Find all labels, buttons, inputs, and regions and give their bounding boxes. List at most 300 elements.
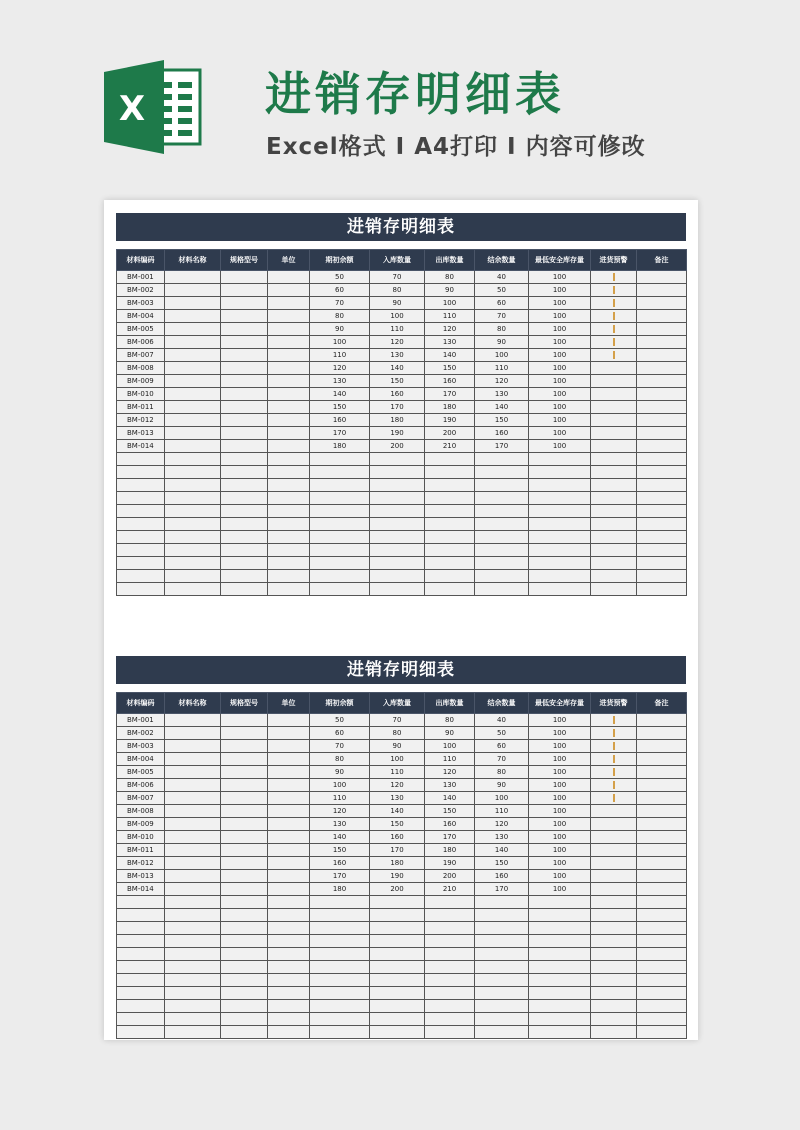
table-cell[interactable] <box>165 961 221 974</box>
table-cell[interactable]: 100 <box>529 714 591 727</box>
table-cell[interactable]: 100 <box>529 414 591 427</box>
table-cell[interactable] <box>221 479 268 492</box>
table-cell[interactable] <box>475 974 529 987</box>
table-cell[interactable] <box>310 1026 370 1039</box>
table-cell[interactable] <box>370 1000 425 1013</box>
table-cell[interactable]: 190 <box>370 870 425 883</box>
table-cell[interactable]: BM-009 <box>117 818 165 831</box>
table-cell[interactable]: 90 <box>370 297 425 310</box>
table-cell[interactable] <box>529 909 591 922</box>
table-cell[interactable]: 80 <box>310 310 370 323</box>
table-cell[interactable]: 170 <box>370 401 425 414</box>
table-cell[interactable]: 170 <box>475 440 529 453</box>
table-cell[interactable] <box>637 375 687 388</box>
table-cell[interactable]: BM-008 <box>117 362 165 375</box>
table-cell[interactable]: 170 <box>370 844 425 857</box>
table-cell[interactable] <box>221 844 268 857</box>
table-cell[interactable] <box>165 1000 221 1013</box>
table-cell[interactable]: 50 <box>475 284 529 297</box>
table-cell[interactable] <box>165 284 221 297</box>
column-header[interactable]: 期初余额 <box>310 250 370 271</box>
table-cell[interactable] <box>425 974 475 987</box>
table-cell[interactable] <box>165 714 221 727</box>
table-cell[interactable] <box>425 987 475 1000</box>
table-cell[interactable] <box>370 1013 425 1026</box>
table-cell[interactable] <box>268 831 310 844</box>
table-cell[interactable] <box>268 414 310 427</box>
table-cell[interactable] <box>591 961 637 974</box>
table-cell[interactable] <box>221 1026 268 1039</box>
table-cell[interactable] <box>425 466 475 479</box>
table-cell[interactable] <box>268 570 310 583</box>
column-header[interactable]: 出库数量 <box>425 693 475 714</box>
table-cell[interactable] <box>637 870 687 883</box>
table-cell[interactable] <box>637 401 687 414</box>
table-cell[interactable] <box>268 362 310 375</box>
table-cell[interactable]: 90 <box>310 766 370 779</box>
table-cell[interactable] <box>370 896 425 909</box>
table-cell[interactable] <box>637 766 687 779</box>
table-cell[interactable]: 50 <box>310 271 370 284</box>
table-cell[interactable]: 170 <box>475 883 529 896</box>
table-cell[interactable] <box>637 570 687 583</box>
table-cell[interactable] <box>165 909 221 922</box>
table-cell[interactable]: 160 <box>475 870 529 883</box>
table-cell[interactable] <box>529 531 591 544</box>
table-cell[interactable] <box>165 453 221 466</box>
table-cell[interactable] <box>310 922 370 935</box>
table-cell[interactable] <box>475 453 529 466</box>
table-cell[interactable]: 60 <box>475 297 529 310</box>
table-cell[interactable] <box>221 818 268 831</box>
table-cell[interactable] <box>425 1000 475 1013</box>
table-cell[interactable]: BM-010 <box>117 388 165 401</box>
table-cell[interactable]: 120 <box>425 766 475 779</box>
table-cell[interactable] <box>268 961 310 974</box>
table-cell[interactable]: BM-007 <box>117 349 165 362</box>
table-cell[interactable] <box>165 414 221 427</box>
table-cell[interactable] <box>268 818 310 831</box>
table-cell[interactable]: 140 <box>370 362 425 375</box>
table-cell[interactable]: BM-003 <box>117 297 165 310</box>
table-cell[interactable]: 80 <box>310 753 370 766</box>
table-cell[interactable] <box>370 557 425 570</box>
column-header[interactable]: 材料编码 <box>117 250 165 271</box>
table-cell[interactable] <box>370 531 425 544</box>
table-cell[interactable]: 70 <box>370 271 425 284</box>
table-cell[interactable]: 110 <box>425 753 475 766</box>
table-cell[interactable] <box>425 896 475 909</box>
table-cell[interactable]: 90 <box>475 336 529 349</box>
table-cell[interactable]: 190 <box>370 427 425 440</box>
table-cell[interactable] <box>117 1000 165 1013</box>
table-cell[interactable] <box>529 492 591 505</box>
table-cell[interactable] <box>165 883 221 896</box>
table-cell[interactable] <box>268 349 310 362</box>
column-header[interactable]: 最低安全库存量 <box>529 250 591 271</box>
table-cell[interactable]: BM-005 <box>117 766 165 779</box>
table-cell[interactable] <box>221 1013 268 1026</box>
table-cell[interactable] <box>165 974 221 987</box>
table-cell[interactable]: 160 <box>425 818 475 831</box>
table-cell[interactable]: 140 <box>425 349 475 362</box>
table-cell[interactable]: 120 <box>425 323 475 336</box>
table-cell[interactable] <box>268 544 310 557</box>
table-cell[interactable] <box>268 766 310 779</box>
table-cell[interactable]: 100 <box>370 310 425 323</box>
table-cell[interactable]: 150 <box>370 818 425 831</box>
table-cell[interactable] <box>268 727 310 740</box>
table-cell[interactable] <box>165 362 221 375</box>
table-cell[interactable] <box>370 1026 425 1039</box>
table-cell[interactable] <box>221 779 268 792</box>
table-cell[interactable] <box>165 727 221 740</box>
table-cell[interactable] <box>165 792 221 805</box>
table-cell[interactable] <box>117 479 165 492</box>
table-cell[interactable] <box>310 531 370 544</box>
table-cell[interactable]: 160 <box>475 427 529 440</box>
table-cell[interactable] <box>310 974 370 987</box>
table-cell[interactable] <box>591 714 637 727</box>
table-cell[interactable] <box>165 492 221 505</box>
table-cell[interactable] <box>117 948 165 961</box>
table-cell[interactable]: BM-005 <box>117 323 165 336</box>
table-cell[interactable]: 100 <box>529 766 591 779</box>
table-cell[interactable] <box>221 961 268 974</box>
table-cell[interactable] <box>591 505 637 518</box>
table-cell[interactable] <box>591 1000 637 1013</box>
table-cell[interactable] <box>221 948 268 961</box>
table-cell[interactable] <box>221 362 268 375</box>
table-cell[interactable]: 100 <box>529 401 591 414</box>
table-cell[interactable] <box>221 935 268 948</box>
table-cell[interactable] <box>475 948 529 961</box>
table-cell[interactable] <box>637 284 687 297</box>
table-cell[interactable] <box>637 414 687 427</box>
table-cell[interactable]: 160 <box>425 375 475 388</box>
table-cell[interactable]: 70 <box>310 740 370 753</box>
table-cell[interactable] <box>529 896 591 909</box>
table-cell[interactable] <box>637 935 687 948</box>
table-cell[interactable] <box>310 453 370 466</box>
table-cell[interactable] <box>529 935 591 948</box>
table-cell[interactable] <box>268 466 310 479</box>
column-header[interactable]: 备注 <box>637 250 687 271</box>
table-cell[interactable] <box>165 518 221 531</box>
column-header[interactable]: 最低安全库存量 <box>529 693 591 714</box>
table-cell[interactable] <box>637 792 687 805</box>
table-cell[interactable]: BM-008 <box>117 805 165 818</box>
table-cell[interactable] <box>529 961 591 974</box>
table-cell[interactable] <box>591 375 637 388</box>
table-cell[interactable]: 150 <box>310 844 370 857</box>
table-cell[interactable]: 100 <box>529 727 591 740</box>
table-cell[interactable]: 140 <box>475 844 529 857</box>
table-cell[interactable] <box>221 922 268 935</box>
table-cell[interactable]: BM-006 <box>117 336 165 349</box>
table-cell[interactable] <box>637 557 687 570</box>
table-cell[interactable] <box>591 1026 637 1039</box>
table-cell[interactable]: BM-001 <box>117 271 165 284</box>
table-cell[interactable] <box>591 1013 637 1026</box>
table-cell[interactable] <box>591 440 637 453</box>
table-cell[interactable] <box>591 922 637 935</box>
table-cell[interactable] <box>268 297 310 310</box>
table-cell[interactable] <box>370 466 425 479</box>
table-cell[interactable] <box>637 714 687 727</box>
table-cell[interactable] <box>268 336 310 349</box>
table-cell[interactable] <box>475 896 529 909</box>
table-cell[interactable] <box>310 961 370 974</box>
table-cell[interactable] <box>165 935 221 948</box>
table-cell[interactable] <box>475 909 529 922</box>
table-cell[interactable] <box>529 466 591 479</box>
table-cell[interactable] <box>221 466 268 479</box>
table-cell[interactable]: 130 <box>370 792 425 805</box>
table-cell[interactable]: 100 <box>529 362 591 375</box>
table-cell[interactable] <box>637 427 687 440</box>
table-cell[interactable] <box>221 310 268 323</box>
table-cell[interactable]: 100 <box>529 336 591 349</box>
table-cell[interactable] <box>591 336 637 349</box>
table-cell[interactable] <box>637 753 687 766</box>
table-cell[interactable] <box>591 479 637 492</box>
table-cell[interactable] <box>221 388 268 401</box>
table-cell[interactable] <box>268 974 310 987</box>
table-cell[interactable] <box>268 284 310 297</box>
table-cell[interactable] <box>165 779 221 792</box>
table-cell[interactable] <box>591 323 637 336</box>
table-cell[interactable] <box>637 831 687 844</box>
table-cell[interactable]: 200 <box>370 440 425 453</box>
table-cell[interactable]: 140 <box>370 805 425 818</box>
table-cell[interactable] <box>165 948 221 961</box>
table-cell[interactable] <box>310 492 370 505</box>
table-cell[interactable] <box>475 544 529 557</box>
table-cell[interactable] <box>425 948 475 961</box>
table-cell[interactable] <box>268 440 310 453</box>
table-cell[interactable] <box>165 440 221 453</box>
table-cell[interactable]: 70 <box>475 310 529 323</box>
table-cell[interactable] <box>591 870 637 883</box>
table-cell[interactable] <box>310 1013 370 1026</box>
table-cell[interactable] <box>117 922 165 935</box>
table-cell[interactable] <box>475 1013 529 1026</box>
table-cell[interactable]: 100 <box>370 753 425 766</box>
table-cell[interactable] <box>529 479 591 492</box>
table-cell[interactable] <box>165 1026 221 1039</box>
table-cell[interactable] <box>221 375 268 388</box>
table-cell[interactable]: 100 <box>529 740 591 753</box>
table-cell[interactable] <box>529 974 591 987</box>
table-cell[interactable] <box>165 740 221 753</box>
table-cell[interactable] <box>268 557 310 570</box>
table-cell[interactable] <box>475 1000 529 1013</box>
table-cell[interactable]: 110 <box>370 323 425 336</box>
table-cell[interactable]: 60 <box>310 284 370 297</box>
table-cell[interactable]: 110 <box>370 766 425 779</box>
table-cell[interactable] <box>637 362 687 375</box>
table-cell[interactable] <box>591 557 637 570</box>
table-cell[interactable]: 160 <box>370 831 425 844</box>
table-cell[interactable] <box>117 1026 165 1039</box>
table-cell[interactable]: BM-012 <box>117 857 165 870</box>
table-cell[interactable]: 120 <box>370 779 425 792</box>
table-cell[interactable]: 130 <box>310 818 370 831</box>
table-cell[interactable] <box>165 583 221 596</box>
table-cell[interactable] <box>268 1026 310 1039</box>
table-cell[interactable] <box>591 453 637 466</box>
table-cell[interactable] <box>425 1026 475 1039</box>
table-cell[interactable] <box>165 310 221 323</box>
table-cell[interactable] <box>637 779 687 792</box>
table-cell[interactable]: 80 <box>425 714 475 727</box>
table-cell[interactable] <box>221 505 268 518</box>
table-cell[interactable]: 90 <box>475 779 529 792</box>
table-cell[interactable] <box>637 1013 687 1026</box>
table-cell[interactable] <box>268 323 310 336</box>
table-cell[interactable] <box>425 1013 475 1026</box>
column-header[interactable]: 单位 <box>268 693 310 714</box>
table-cell[interactable] <box>310 948 370 961</box>
table-cell[interactable] <box>475 987 529 1000</box>
table-cell[interactable] <box>637 818 687 831</box>
table-cell[interactable] <box>591 831 637 844</box>
table-cell[interactable] <box>268 531 310 544</box>
table-cell[interactable] <box>221 857 268 870</box>
table-cell[interactable] <box>310 557 370 570</box>
table-cell[interactable]: 50 <box>475 727 529 740</box>
table-cell[interactable] <box>268 935 310 948</box>
table-cell[interactable] <box>591 310 637 323</box>
table-cell[interactable] <box>425 557 475 570</box>
table-cell[interactable] <box>268 740 310 753</box>
table-cell[interactable] <box>268 505 310 518</box>
table-cell[interactable] <box>425 453 475 466</box>
table-cell[interactable]: 100 <box>529 818 591 831</box>
table-cell[interactable]: 60 <box>310 727 370 740</box>
table-cell[interactable]: 150 <box>310 401 370 414</box>
table-cell[interactable] <box>637 740 687 753</box>
table-cell[interactable]: BM-011 <box>117 401 165 414</box>
table-cell[interactable]: 80 <box>475 323 529 336</box>
table-cell[interactable] <box>475 1026 529 1039</box>
table-cell[interactable] <box>268 753 310 766</box>
table-cell[interactable] <box>637 349 687 362</box>
table-cell[interactable]: 100 <box>529 753 591 766</box>
table-cell[interactable]: 80 <box>370 284 425 297</box>
table-cell[interactable]: BM-013 <box>117 427 165 440</box>
table-cell[interactable] <box>591 466 637 479</box>
table-cell[interactable] <box>221 557 268 570</box>
table-cell[interactable] <box>268 271 310 284</box>
table-cell[interactable]: 100 <box>529 870 591 883</box>
table-cell[interactable] <box>165 857 221 870</box>
table-cell[interactable]: 80 <box>370 727 425 740</box>
table-cell[interactable] <box>637 479 687 492</box>
table-cell[interactable] <box>268 479 310 492</box>
table-cell[interactable] <box>221 583 268 596</box>
table-cell[interactable] <box>310 505 370 518</box>
table-cell[interactable]: BM-011 <box>117 844 165 857</box>
table-cell[interactable] <box>475 518 529 531</box>
table-cell[interactable] <box>268 857 310 870</box>
table-cell[interactable] <box>591 935 637 948</box>
table-cell[interactable]: BM-006 <box>117 779 165 792</box>
table-cell[interactable] <box>529 544 591 557</box>
table-cell[interactable] <box>117 505 165 518</box>
table-cell[interactable] <box>591 909 637 922</box>
table-cell[interactable] <box>637 987 687 1000</box>
table-cell[interactable] <box>221 766 268 779</box>
table-cell[interactable] <box>117 987 165 1000</box>
table-cell[interactable] <box>475 961 529 974</box>
table-cell[interactable] <box>268 518 310 531</box>
table-cell[interactable]: BM-012 <box>117 414 165 427</box>
table-cell[interactable]: 200 <box>425 870 475 883</box>
table-cell[interactable] <box>591 779 637 792</box>
table-cell[interactable] <box>117 583 165 596</box>
table-cell[interactable] <box>637 388 687 401</box>
table-cell[interactable]: 180 <box>310 440 370 453</box>
column-header[interactable]: 出库数量 <box>425 250 475 271</box>
table-cell[interactable]: 180 <box>370 414 425 427</box>
table-cell[interactable] <box>475 479 529 492</box>
table-cell[interactable] <box>637 844 687 857</box>
table-cell[interactable] <box>637 531 687 544</box>
table-cell[interactable] <box>591 753 637 766</box>
table-cell[interactable] <box>529 922 591 935</box>
column-header[interactable]: 材料名称 <box>165 250 221 271</box>
table-cell[interactable] <box>637 805 687 818</box>
table-cell[interactable] <box>591 544 637 557</box>
table-cell[interactable]: BM-002 <box>117 284 165 297</box>
table-cell[interactable]: 90 <box>425 727 475 740</box>
table-cell[interactable] <box>221 401 268 414</box>
table-cell[interactable] <box>475 557 529 570</box>
table-cell[interactable] <box>165 297 221 310</box>
table-cell[interactable] <box>529 557 591 570</box>
table-cell[interactable] <box>165 818 221 831</box>
table-cell[interactable]: 70 <box>370 714 425 727</box>
table-cell[interactable] <box>425 505 475 518</box>
column-header[interactable]: 材料名称 <box>165 693 221 714</box>
table-cell[interactable] <box>165 805 221 818</box>
table-cell[interactable] <box>117 557 165 570</box>
table-cell[interactable] <box>268 375 310 388</box>
table-cell[interactable] <box>637 857 687 870</box>
table-cell[interactable]: 100 <box>529 779 591 792</box>
table-cell[interactable]: 190 <box>425 414 475 427</box>
table-cell[interactable] <box>591 857 637 870</box>
table-cell[interactable] <box>268 909 310 922</box>
table-cell[interactable] <box>591 727 637 740</box>
table-cell[interactable] <box>591 583 637 596</box>
table-cell[interactable]: 100 <box>529 805 591 818</box>
table-cell[interactable] <box>637 323 687 336</box>
table-cell[interactable] <box>221 740 268 753</box>
table-cell[interactable] <box>591 427 637 440</box>
table-cell[interactable]: 110 <box>310 792 370 805</box>
table-cell[interactable] <box>529 1000 591 1013</box>
table-cell[interactable] <box>637 896 687 909</box>
table-cell[interactable] <box>591 518 637 531</box>
table-cell[interactable] <box>529 583 591 596</box>
table-cell[interactable]: 40 <box>475 714 529 727</box>
table-cell[interactable]: 100 <box>529 388 591 401</box>
table-cell[interactable] <box>637 453 687 466</box>
table-cell[interactable]: BM-002 <box>117 727 165 740</box>
